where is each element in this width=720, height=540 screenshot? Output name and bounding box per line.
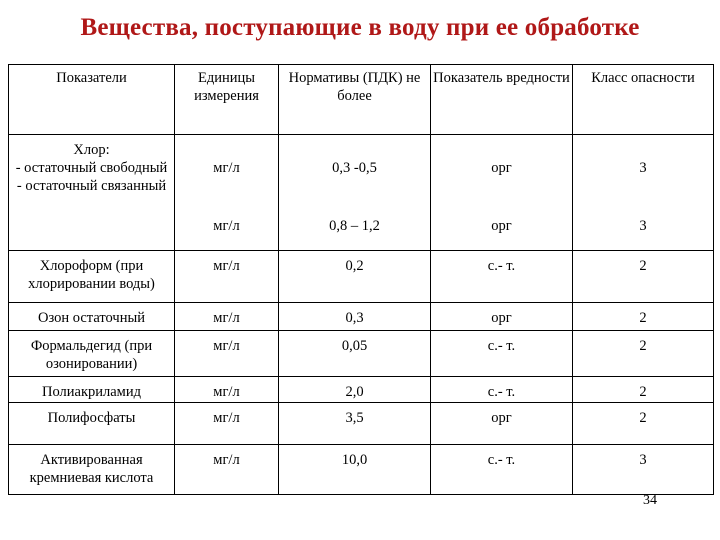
row-class: 2 (573, 251, 714, 303)
row-norm: 2,0 (279, 377, 431, 403)
row-name: Хлороформ (при хлорировании воды) (9, 251, 175, 303)
header-harm: Показатель вредности (431, 65, 573, 135)
chlorine-bound-label: - остаточный связанный (16, 178, 167, 194)
table-row (9, 377, 714, 403)
header-danger: Класс опасности (573, 65, 714, 135)
chlorine-harm (431, 135, 573, 251)
chlorine-bound-class: 3 (639, 218, 647, 234)
row-harm: с.- т. (431, 445, 573, 495)
chlorine-free-class: 3 (639, 160, 647, 176)
chlorine-free-norm: 0,3 -0,5 (332, 160, 377, 176)
page-number: 34 (643, 493, 657, 508)
chlorine-name (9, 135, 175, 251)
header-units: Единицы измерения (175, 65, 279, 135)
table-row-chlorine (9, 135, 714, 251)
header-indicator: Показатели (9, 65, 175, 135)
row-name: Формальдегид (при озонировании) (9, 331, 175, 377)
row-name: Озон остаточный (9, 303, 175, 331)
row-harm: с.- т. (431, 331, 573, 377)
table-row (9, 403, 714, 445)
row-class: 2 (573, 377, 714, 403)
table-row (9, 303, 714, 331)
chlorine-free-harm: орг (491, 160, 512, 176)
row-unit: мг/л (175, 303, 279, 331)
row-name: Полифосфаты (9, 403, 175, 445)
row-name: Полиакриламид (9, 377, 175, 403)
row-harm: орг (431, 303, 573, 331)
row-unit: мг/л (175, 377, 279, 403)
row-norm: 10,0 (279, 445, 431, 495)
row-unit: мг/л (175, 403, 279, 445)
row-harm: с.- т. (431, 251, 573, 303)
chlorine-free-label: - остаточный свободный (15, 160, 168, 176)
chlorine-bound-norm: 0,8 – 1,2 (329, 218, 380, 234)
chlorine-class (573, 135, 714, 251)
row-norm: 0,2 (279, 251, 431, 303)
table-row (9, 331, 714, 377)
row-norm: 0,3 (279, 303, 431, 331)
row-name: Активированная кремниевая кислота (9, 445, 175, 495)
row-class: 2 (573, 303, 714, 331)
row-unit: мг/л (175, 331, 279, 377)
chlorine-bound-harm: орг (491, 218, 512, 234)
table-row (9, 251, 714, 303)
chlorine-units (175, 135, 279, 251)
row-class: 2 (573, 331, 714, 377)
chlorine-label: Хлор: (73, 142, 110, 158)
row-norm: 3,5 (279, 403, 431, 445)
row-harm: с.- т. (431, 377, 573, 403)
row-norm: 0,05 (279, 331, 431, 377)
row-unit: мг/л (175, 251, 279, 303)
chlorine-bound-unit: мг/л (213, 218, 240, 234)
table-row (9, 445, 714, 495)
chlorine-norms (279, 135, 431, 251)
chlorine-free-unit: мг/л (213, 160, 240, 176)
row-class: 2 (573, 403, 714, 445)
header-norms: Нормативы (ПДК) не более (279, 65, 431, 135)
substances-table (8, 64, 714, 495)
row-unit: мг/л (175, 445, 279, 495)
page-title: Вещества, поступающие в воду при ее обработке (80, 14, 640, 41)
row-class: 3 (573, 445, 714, 495)
row-harm: орг (431, 403, 573, 445)
header-row (9, 65, 714, 135)
